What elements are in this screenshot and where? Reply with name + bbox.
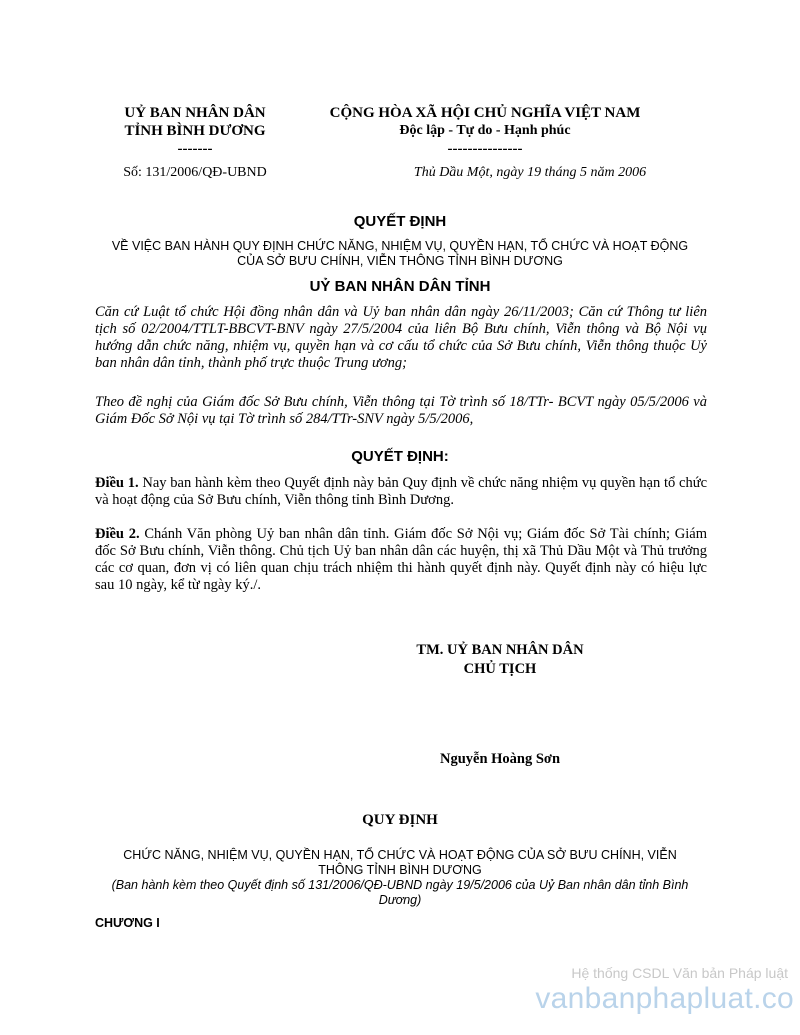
issuing-authority <box>100 104 290 158</box>
national-motto: Độc lập - Tự do - Hạnh phúc <box>399 123 571 138</box>
article-2 <box>95 526 707 594</box>
decision-subtitle-line2: CỦA SỞ BƯU CHÍNH, VIỄN THÔNG TỈNH BÌNH DƯƠNG <box>237 254 563 268</box>
signature-line2: CHỦ TỊCH <box>463 661 537 677</box>
regulation-subtitle <box>60 848 740 878</box>
article-1-label: Điều 1. <box>95 475 139 491</box>
authority-line1: UỶ BAN NHÂN DÂN <box>124 105 266 121</box>
regulation-subtitle-line1: CHỨC NĂNG, NHIỆM VỤ, QUYỀN HẠN, TỔ CHỨC VÀ HOẠT ĐỘNG CỦA SỞ BƯU CHÍNH, VIỄN <box>123 848 677 862</box>
decision-subtitle-line1: VỀ VIỆC BAN HÀNH QUY ĐỊNH CHỨC NĂNG, NHIỆM VỤ, QUYỀN HẠN, TỔ CHỨC VÀ HOẠT ĐỘNG <box>111 239 689 253</box>
decision-subtitle <box>60 239 740 269</box>
article-2-text: Chánh Văn phòng Uỷ ban nhân dân tỉnh. Giám đốc Sở Nội vụ; Giám đốc Sở Tài chính; Giám đốc Sở Bưu chính, Viễn thông. Chủ tịch Uỷ ban nhân dân các huyện, thị xã Thủ Dầu Một và Thủ trưởng các cơ quan, đơn vị có liên quan chịu trách nhiệm thi hành quyết định này. Quyết định này có hiệu lực sau 10 ngày, kể từ ngày ký./. <box>95 526 707 593</box>
regulation-title: QUY ĐỊNH <box>362 812 438 828</box>
regulation-note-line2: Dương) <box>378 893 422 907</box>
decision-authority: UỶ BAN NHÂN DÂN TỈNH <box>309 278 491 295</box>
article-2-label: Điều 2. <box>95 526 140 542</box>
national-divider: --------------- <box>447 141 523 157</box>
regulation-subtitle-line2: THÔNG TỈNH BÌNH DƯƠNG <box>318 863 482 877</box>
national-title <box>305 104 665 158</box>
regulation-note <box>60 878 740 908</box>
document-number: Số: 131/2006/QĐ-UBND <box>123 165 267 180</box>
watermark-site: vanbanphapluat.co <box>535 982 794 1015</box>
legal-basis-1: Căn cứ Luật tổ chức Hội đồng nhân dân và Uỷ ban nhân dân ngày 26/11/2003; Căn cứ Thông tư liên tịch số 02/2004/TTLT-BBCVT-BNV ngày 27/5/2004 của liên Bộ Bưu chính, Viễn thông và Bộ Nội vụ hướng dẫn chức năng, nhiệm vụ, quyền hạn và cơ cấu tổ chức của Sở Bưu chính, Viễn thông thuộc Uỷ ban nhân dân tỉnh, thành phố trực thuộc Trung ương; <box>95 304 707 371</box>
chapter-heading: CHƯƠNG I <box>95 916 160 930</box>
signature-block <box>380 641 620 679</box>
authority-divider: ------- <box>177 141 213 157</box>
signer-name: Nguyễn Hoàng Sơn <box>439 751 561 767</box>
national-title-line1: CỘNG HÒA XÃ HỘI CHỦ NGHĨA VIỆT NAM <box>329 105 641 121</box>
article-1 <box>95 475 707 509</box>
legal-basis-2: Theo đề nghị của Giám đốc Sở Bưu chính, Viễn thông tại Tờ trình số 18/TTr- BCVT ngày 05/5/2006 và Giám Đốc Sở Nội vụ tại Tờ trình số 284/TTr-SNV ngày 5/5/2006, <box>95 394 707 427</box>
article-1-text: Nay ban hành kèm theo Quyết định này bản Quy định về chức năng nhiệm vụ quyền hạn tổ chức và hoạt động của Sở Bưu chính, Viễn thông tỉnh Bình Dương. <box>95 475 707 508</box>
place-and-date: Thủ Dầu Một, ngày 19 tháng 5 năm 2006 <box>413 165 647 180</box>
regulation-note-line1: (Ban hành kèm theo Quyết định số 131/2006/QĐ-UBND ngày 19/5/2006 của Uỷ Ban nhân dân tỉnh Bình <box>111 878 689 892</box>
signature-line1: TM. UỶ BAN NHÂN DÂN <box>416 642 584 658</box>
decision-title: QUYẾT ĐỊNH <box>353 213 447 230</box>
authority-line2: TỈNH BÌNH DƯƠNG <box>124 123 266 139</box>
decides-heading: QUYẾT ĐỊNH: <box>351 448 449 465</box>
watermark-caption: Hệ thống CSDL Văn bản Pháp luật <box>571 965 788 981</box>
